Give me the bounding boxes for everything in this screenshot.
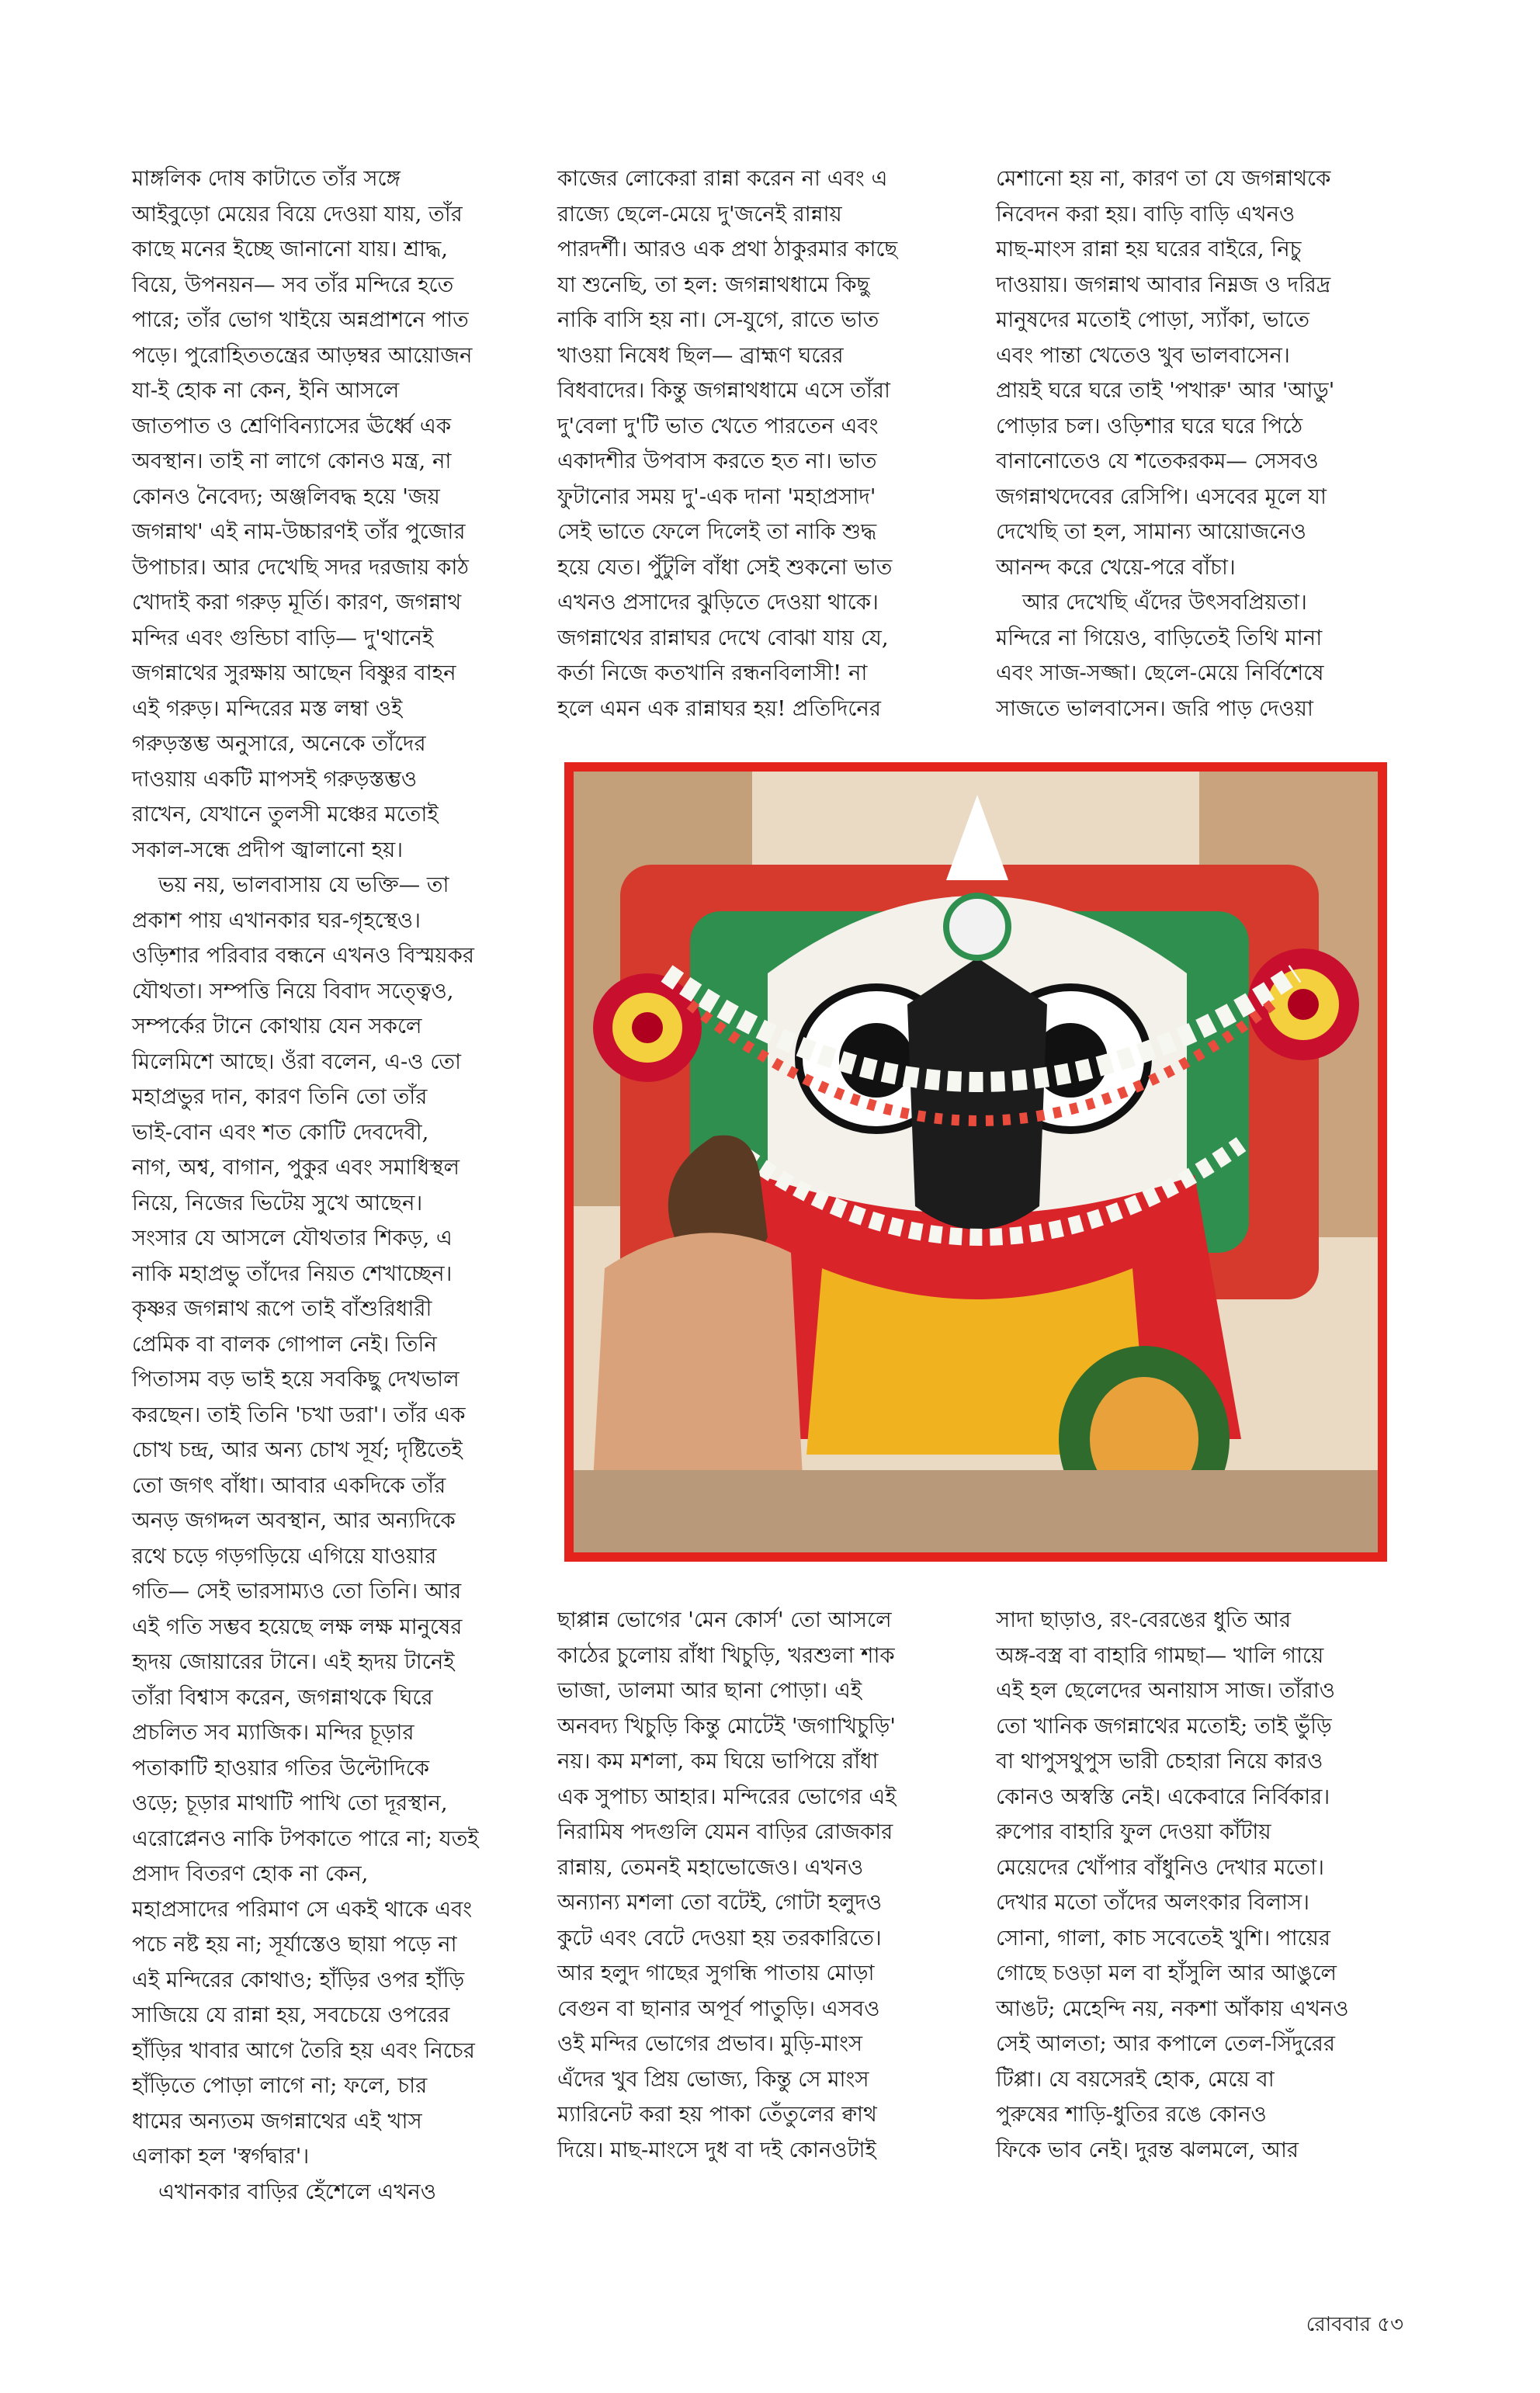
col3-top-paragraph-1: মেশানো হয় না, কারণ তা যে জগন্নাথকে নিবেদন করা হয়। বাড়ি বাড়ি এখনও মাছ-মাংস রান্না হয় ঘরের বাইরে, নিচু দাওয়ায়। জগন্নাথ আবার নিম্নজ ও দরিদ্র মানুষদের মতোই পোড়া, স্যাঁকা, ভাতে এবং পান্তা খেতেও খুব ভালবাসেন। প্রায়ই ঘরে ঘরে তাই 'পখারু' আর 'আডু' পোড়ার চল। ওড়িশার ঘরে ঘরে পিঠে বানানোতেও যে শতেকরকম— সেসবও জগন্নাথদেবের রেসিপি। এসবের মূলে যা দেখেছি তা হল, সামান্য আয়োজনেও আনন্দ করে খেয়ে-পরে বাঁচা। [996,166,1335,580]
jagannath-photo-frame [564,762,1387,1562]
col1-paragraph-1: মাঙ্গলিক দোষ কাটাতে তাঁর সঙ্গে আইবুড়ো মেয়ের বিয়ে দেওয়া যায়, তাঁর কাছে মনের ইচ্ছে জানানো যায়। শ্রাদ্ধ, বিয়ে, উপনয়ন— সব তাঁর মন্দিরে হতে পারে; তাঁর ভোগ খাইয়ে অন্নপ্রাশনে পাত পড়ে। পুরোহিততন্ত্রের আড়ম্বর আয়োজন যা-ই হোক না কেন, ইনি আসলে জাতপাত ও শ্রেণিবিন্যাসের ঊর্ধ্বে এক অবস্থান। তাই না লাগে কোনও মন্ত্র, না কোনও নৈবেদ্য; অঞ্জলিবদ্ধ হয়ে 'জয় জগন্নাথ' এই নাম-উচ্চারণই তাঁর পুজোর উপাচার। আর দেখেছি সদর দরজায় কাঠ খোদাই করা গরুড় মূর্তি। কারণ, জগন্নাথ মন্দির এবং গুন্ডিচা বাড়ি— দু'থানেই জগন্নাথের সুরক্ষায় আছেন বিষ্ণুর বাহন এই গরুড়। মন্দিরের মস্ত লম্বা ওই গরুড়স্তম্ভ অনুসারে, অনেকে তাঁদের দাওয়ায় একটি মাপসই গরুড়স্তম্ভও রাখেন, যেখানে তুলসী মঞ্চের মতোই সকাল-সন্ধে প্রদীপ জ্বালানো হয়। [132,166,473,862]
col3-bottom-paragraph: সাদা ছাড়াও, রং-বেরঙের ধুতি আর অঙ্গ-বস্ত্র বা বাহারি গামছা— খালি গায়ে এই হল ছেলেদের অনায়াস সাজ। তাঁরাও তো খানিক জগন্নাথের মতোই; তাই ভুঁড়ি বা থাপুসথুপুস ভারী চেহারা নিয়ে কারও কোনও অস্বস্তি নেই। একেবারে নির্বিকার। রুপোর বাহারি ফুল দেওয়া কাঁটায় মেয়েদের খোঁপার বাঁধুনিও দেখার মতো। দেখার মতো তাঁদের অলংকার বিলাস। সোনা, গালা, কাচ সবেতেই খুশি। পায়ের গোছে চওড়া মল বা হাঁসুলি আর আঙুলে আঙট; মেহেন্দি নয়, নকশা আঁকায় এখনও সেই আলতা; আর কপালে তেল-সিঁদুরের টিপ্পা। যে বয়সেরই হোক, মেয়ে বা পুরুষের শাড়ি-ধুতির রঙে কোনও ফিকে ভাব নেই। দুরন্ত ঝলমলে, আর [996,1607,1349,2162]
article-column-2-top [557,161,969,727]
col2-top-paragraph: কাজের লোকেরা রান্না করেন না এবং এ রাজ্যে ছেলে-মেয়ে দু'জনেই রান্নায় পারদর্শী। আরও এক প্রথা ঠাকুরমার কাছে যা শুনেছি, তা হল: জগন্নাথধামে কিছু নাকি বাসি হয় না। সে-যুগে, রাতে ভাত খাওয়া নিষেধ ছিল— ব্রাহ্মণ ঘরের বিধবাদের। কিন্তু জগন্নাথধামে এসে তাঁরা দু'বেলা দু'টি ভাত খেতে পারতেন এবং একাদশীর উপবাস করতে হত না। ভাত ফুটানোর সময় দু'-এক দানা 'মহাপ্রসাদ' সেই ভাতে ফেলে দিলেই তা নাকি শুদ্ধ হয়ে যেত। পুঁটুলি বাঁধা সেই শুকনো ভাত এখনও প্রসাদের ঝুড়িতে দেওয়া থাকে। জগন্নাথের রান্নাঘর দেখে বোঝা যায় যে, কর্তা নিজে কতখানি রন্ধনবিলাসী! না হলে এমন এক রান্নাঘর হয়! প্রতিদিনের [557,166,898,721]
article-column-3-top [996,161,1407,727]
col1-paragraph-3: এখানকার বাড়ির হেঁশেলে এখনও [158,2179,436,2204]
jagannath-photo [574,772,1378,1552]
article-column-2-bottom [557,1603,969,2168]
col2-bottom-paragraph: ছাপ্পান্ন ভোগের 'মেন কোর্স' তো আসলে কাঠের চুলোয় রাঁধা খিচুড়ি, খরশুলা শাক ভাজা, ডালমা আর ছানা পোড়া। এই অনবদ্য খিচুড়ি কিন্তু মোটেই 'জগাখিচুড়ি' নয়। কম মশলা, কম ঘিয়ে ভাপিয়ে রাঁধা এক সুপাচ্য আহার। মন্দিরের ভোগের এই নিরামিষ পদগুলি যেমন বাড়ির রোজকার রান্নায়, তেমনই মহাভোজেও। এখনও অন্যান্য মশলা তো বটেই, গোটা হলুদও কুটে এবং বেটে দেওয়া হয় তরকারিতে। আর হলুদ গাছের সুগন্ধি পাতায় মোড়া বেগুন বা ছানার অপূর্ব পাতুড়ি। এসবও ওই মন্দির ভোগের প্রভাব। মুড়ি-মাংস এঁদের খুব প্রিয় ভোজ্য, কিন্তু সে মাংস ম্যারিনেট করা হয় পাকা তেঁতুলের ক্বাথ দিয়ে। মাছ-মাংসে দুধ বা দই কোনওটাই [557,1607,897,2162]
article-column-3-bottom [996,1603,1407,2168]
article-column-1 [132,161,543,2210]
col3-top-paragraph-2: আর দেখেছি এঁদের উৎসবপ্রিয়তা। মন্দিরে না গিয়েও, বাড়িতেই তিথি মানা এবং সাজ-সজ্জা। ছেলে-মেয়ে নির্বিশেষে সাজতে ভালবাসেন। জরি পাড় দেওয়া [996,590,1324,721]
page-footer-label: রোববার ৫৩ [1306,2313,1403,2336]
col1-paragraph-2: ভয় নয়, ভালবাসায় যে ভক্তি— তা প্রকাশ পায় এখানকার ঘর-গৃহস্থেও। ওড়িশার পরিবার বন্ধনে এখনও বিস্ময়কর যৌথতা। সম্পত্তি নিয়ে বিবাদ সত্ত্বেও, সম্পর্কের টানে কোথায় যেন সকলে মিলেমিশে আছে। ওঁরা বলেন, এ-ও তো মহাপ্রভুর দান, কারণ তিনি তো তাঁর ভাই-বোন এবং শত কোটি দেবদেবী, নাগ, অশ্ব, বাগান, পুকুর এবং সমাধিস্থল নিয়ে, নিজের ভিটেয় সুখে আছেন। সংসার যে আসলে যৌথতার শিকড়, এ নাকি মহাপ্রভু তাঁদের নিয়ত শেখাচ্ছেন। কৃষ্ণর জগন্নাথ রূপে তাই বাঁশুরিধারী প্রেমিক বা বালক গোপাল নেই। তিনি পিতাসম বড় ভাই হয়ে সবকিছু দেখভাল করছেন। তাই তিনি 'চখা ডরা'। তাঁর এক চোখ চন্দ্র, আর অন্য চোখ সূর্য; দৃষ্টিতেই তো জগৎ বাঁধা। আবার একদিকে তাঁর অনড় জগদ্দল অবস্থান, আর অন্যদিকে রথে চড়ে গড়গড়িয়ে এগিয়ে যাওয়ার গতি— সেই ভারসাম্যও তো তিনি। আর এই গতি সম্ভব হয়েছে লক্ষ লক্ষ মানুষের হৃদয় জোয়ারের টানে। এই হৃদয় টানেই তাঁরা বিশ্বাস করেন, জগন্নাথকে ঘিরে প্রচলিত সব ম্যাজিক। মন্দির চূড়ার পতাকাটি হাওয়ার গতির উল্টোদিকে ওড়ে; চূড়ার মাথাটি পাখি তো দূরস্থান, এরোপ্লেনও নাকি টপকাতে পারে না; যতই প্রসাদ বিতরণ হোক না কেন, মহাপ্রসাদের পরিমাণ সে একই থাকে এবং পচে নষ্ট হয় না; সূর্যাস্তেও ছায়া পড়ে না এই মন্দিরের কোথাও; হাঁড়ির ওপর হাঁড়ি সাজিয়ে যে রান্না হয়, সবচেয়ে ওপরের হাঁড়ির খাবার আগে তৈরি হয় এবং নিচের হাঁড়িতে পোড়া লাগে না; ফলে, চার ধামের অন্যতম জগন্নাথের এই খাস এলাকা হল 'স্বর্গদ্বার'। [132,872,479,2169]
jagannath-deity-illustration [574,772,1378,1552]
